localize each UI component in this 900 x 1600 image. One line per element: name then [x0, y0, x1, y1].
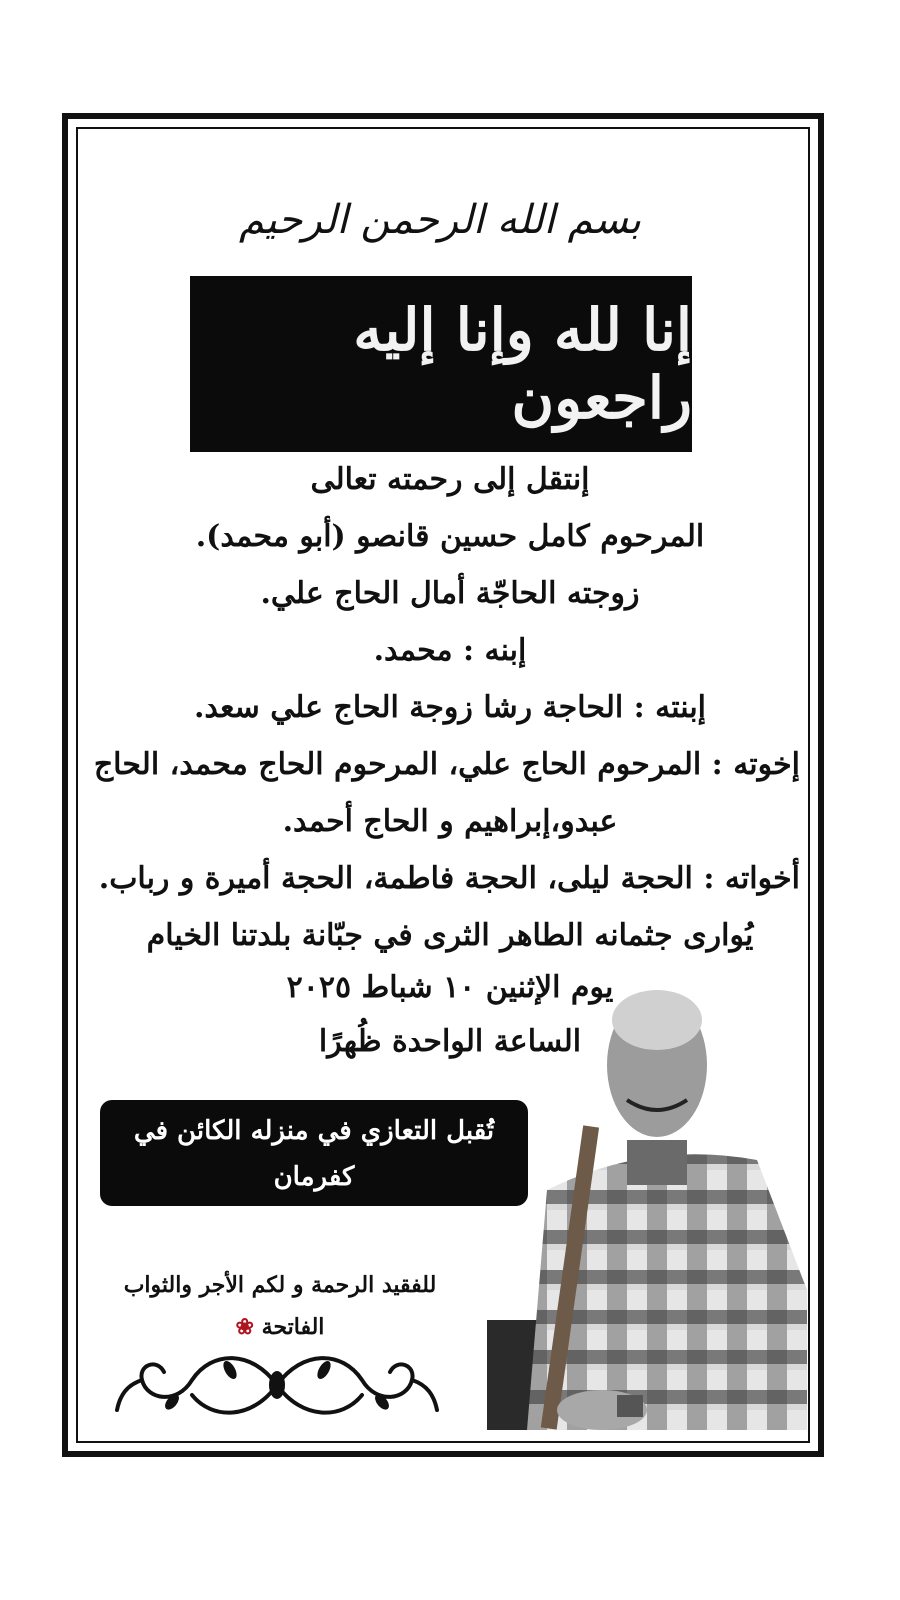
closing-fatiha — [100, 1314, 460, 1340]
announcement-line: إبنته : الحاجة رشا زوجة الحاج علي سعد. — [193, 690, 707, 725]
announcement-line: أخواته : الحجة ليلى، الحجة فاطمة، الحجة أميرة و رباب. — [98, 861, 800, 896]
deceased-photo — [487, 990, 807, 1430]
announcement-line: إبنه : محمد. — [373, 633, 527, 668]
date-line: يوم الإثنين ١٠ شباط ٢٠٢٥ — [286, 970, 614, 1005]
basmala-calligraphy: بسم الله الرحمن الرحيم — [238, 197, 642, 243]
verse-calligraphy: إنا لله وإنا إليه راجعون — [353, 296, 692, 432]
closing-prayer: للفقيد الرحمة و لكم الأجر والثواب — [123, 1272, 437, 1298]
announcement-line: إنتقل إلى رحمته تعالى — [310, 462, 590, 497]
deceased-name: المرحوم كامل حسين قانصو (أبو محمد). — [195, 519, 705, 554]
announcement-line: إخوته : المرحوم الحاج علي، المرحوم الحاج محمد، الحاج — [93, 747, 800, 782]
condolence-box — [100, 1100, 528, 1238]
rose-icon: ❀ — [235, 1314, 254, 1340]
condolence-line: دوار العين مُقابل سوبر ماركت مليكة — [116, 1208, 512, 1238]
announcement-line: عبدو،إبراهيم و الحاج أحمد. — [282, 804, 618, 839]
fatiha-label: الفاتحة — [261, 1314, 325, 1340]
time-line: الساعة الواحدة ظُهرًا — [318, 1024, 582, 1059]
burial-line: يُوارى جثمانه الطاهر الثرى في جبّانة بلدتنا الخيام — [146, 918, 754, 953]
condolence-line: تُقبل التعازي في منزله الكائن في كفرمان — [133, 1116, 495, 1192]
floral-ornament — [112, 1340, 442, 1430]
announcement-line: زوجته الحاجّة أمال الحاج علي. — [260, 576, 640, 611]
verse-banner — [190, 276, 692, 452]
